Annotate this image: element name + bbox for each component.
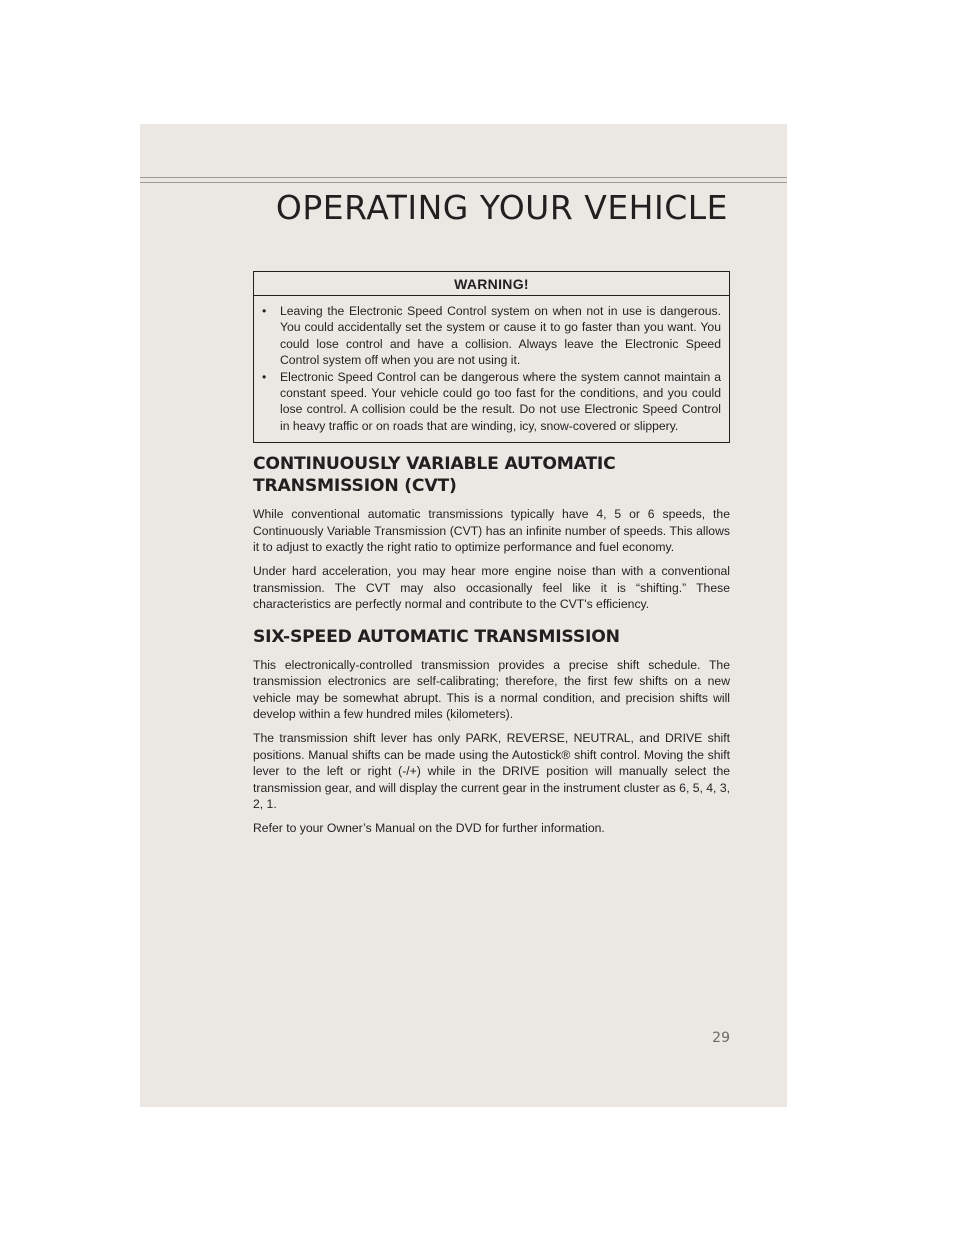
header-rule-top xyxy=(140,177,787,178)
six-speed-heading: SIX-SPEED AUTOMATIC TRANSMISSION xyxy=(253,626,620,647)
page-content xyxy=(253,271,730,845)
warning-title: WARNING! xyxy=(254,272,729,296)
header-rule-bottom xyxy=(140,182,787,183)
cvt-heading xyxy=(253,453,730,497)
cvt-paragraph: While conventional automatic transmissions typically have 4, 5 or 6 speeds, the Continuously Variable Transmission (CVT) has an infinite number of speeds. This allows it to adjust to exactly the right ratio to optimize performance and fuel economy. xyxy=(253,507,730,555)
warning-item: • Electronic Speed Control can be dangerous where the system cannot maintain a constant speed. Your vehicle could go too fast for the conditions, and you could lose control. A collision could be the result. Do not use Electronic Speed Control in heavy traffic or on roads that are winding, icy, snow-covered or slippery. xyxy=(262,369,721,435)
warning-list xyxy=(254,296,729,442)
six-speed-paragraph: This electronically-controlled transmission provides a precise shift schedule. The transmission electronics are self-calibrating; therefore, the first few shifts on a new vehicle may be somewhat abrupt. This is a normal condition, and precision shifts will develop within a few hundred miles (kilometers). xyxy=(253,657,730,721)
chapter-title: OPERATING YOUR VEHICLE xyxy=(275,188,728,227)
six-speed-paragraph: Refer to your Owner’s Manual on the DVD for further information. xyxy=(253,821,605,836)
six-speed-paragraph: The transmission shift lever has only PARK, REVERSE, NEUTRAL, and DRIVE shift positions. Manual shifts can be made using the Autostick® shift control. Moving the shift lever to the left or right (-/+) while in the DRIVE position will manually select the transmission gear, and will display the current gear in the instrument cluster as 6, 5, 4, 3, 2, 1. xyxy=(253,731,730,811)
cvt-paragraph: Under hard acceleration, you may hear more engine noise than with a conventional transmission. The CVT may also occasionally feel like it is “shifting.” These characteristics are perfectly normal and contribute to the CVT's efficiency. xyxy=(253,564,730,612)
page-number: 29 xyxy=(712,1030,730,1046)
warning-item: • Leaving the Electronic Speed Control system on when not in use is dangerous. You could accidentally set the system or cause it to go faster than you want. You could lose control and have a collision. Always leave the Electronic Speed Control system off when you are not using it. xyxy=(262,303,721,369)
cvt-heading-line2: TRANSMISSION (CVT) xyxy=(253,476,457,497)
cvt-heading-line1: CONTINUOUSLY VARIABLE AUTOMATIC xyxy=(253,454,616,475)
warning-box xyxy=(253,271,730,443)
manual-page xyxy=(140,124,787,1107)
